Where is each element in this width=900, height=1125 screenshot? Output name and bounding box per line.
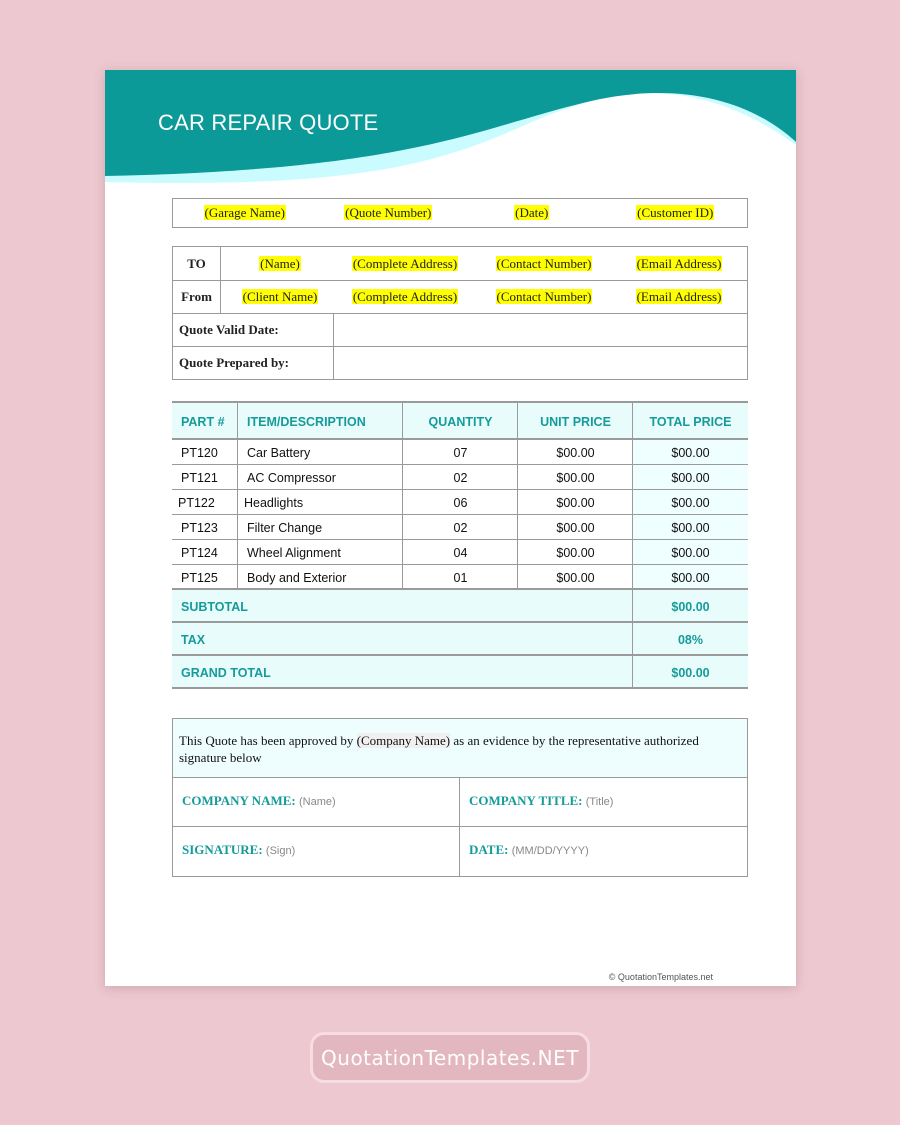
quote-number-field[interactable]: (Quote Number) bbox=[345, 205, 432, 220]
company-name-field[interactable]: (Name) bbox=[298, 796, 336, 808]
header-quantity: QUANTITY bbox=[428, 415, 493, 429]
items-table bbox=[172, 401, 748, 689]
company-title-field[interactable]: (Title) bbox=[585, 796, 614, 808]
to-address-field[interactable]: (Complete Address) bbox=[352, 256, 458, 271]
prepared-by-label: Quote Prepared by: bbox=[179, 355, 290, 370]
from-label: From bbox=[181, 289, 212, 304]
signature-label: SIGNATURE: bbox=[182, 842, 263, 857]
customer-id-field[interactable]: (Customer ID) bbox=[637, 205, 714, 220]
company-title-label: COMPANY TITLE: bbox=[469, 793, 583, 808]
garage-name-field[interactable]: (Garage Name) bbox=[204, 205, 285, 220]
tax-row bbox=[172, 623, 748, 656]
brand-label: QuotationTemplates.NET bbox=[321, 1045, 579, 1070]
header-unit-price: UNIT PRICE bbox=[540, 415, 611, 429]
from-contact-field[interactable]: (Contact Number) bbox=[496, 289, 592, 304]
from-email-field[interactable]: (Email Address) bbox=[636, 289, 722, 304]
table-row: PT121 AC Compressor 02 $00.00 $00.00 bbox=[172, 465, 748, 490]
approval-date-label: DATE: bbox=[469, 842, 509, 857]
quote-page bbox=[105, 70, 796, 986]
approval-section bbox=[172, 718, 748, 877]
document-title: CAR REPAIR QUOTE bbox=[158, 110, 379, 135]
grand-total-label: GRAND TOTAL bbox=[181, 666, 271, 680]
subtotal-label: SUBTOTAL bbox=[181, 600, 248, 614]
header-total-price: TOTAL PRICE bbox=[649, 415, 732, 429]
parties-table bbox=[172, 246, 748, 380]
subtotal-value: $00.00 bbox=[671, 600, 710, 614]
to-email-field[interactable]: (Email Address) bbox=[636, 256, 722, 271]
from-address-field[interactable]: (Complete Address) bbox=[352, 289, 458, 304]
valid-date-label: Quote Valid Date: bbox=[179, 322, 279, 337]
to-label: TO bbox=[187, 256, 206, 271]
header-description: ITEM/DESCRIPTION bbox=[247, 415, 366, 429]
table-row: PT125 Body and Exterior 01 $00.00 $00.00 bbox=[172, 565, 748, 590]
table-row: PT123 Filter Change 02 $00.00 $00.00 bbox=[172, 515, 748, 540]
tax-label: TAX bbox=[181, 633, 206, 647]
table-row: PT120 Car Battery 07 $00.00 $00.00 bbox=[172, 440, 748, 465]
copyright-notice: © QuotationTemplates.net bbox=[608, 972, 713, 982]
info-row bbox=[172, 198, 748, 228]
approval-date-field[interactable]: (MM/DD/YYYY) bbox=[511, 845, 589, 857]
company-name-label: COMPANY NAME: bbox=[182, 793, 296, 808]
approval-text: This Quote has been approved by (Company Name) as an evidence by the representative authorized signature below bbox=[173, 719, 747, 778]
tax-value: 08% bbox=[677, 633, 704, 647]
from-name-field[interactable]: (Client Name) bbox=[242, 289, 318, 304]
header-part: PART # bbox=[181, 415, 225, 429]
signature-field[interactable]: (Sign) bbox=[265, 845, 296, 857]
brand-badge[interactable] bbox=[310, 1032, 590, 1083]
table-row: PT124 Wheel Alignment 04 $00.00 $00.00 bbox=[172, 540, 748, 565]
to-contact-field[interactable]: (Contact Number) bbox=[496, 256, 592, 271]
grand-total-value: $00.00 bbox=[671, 666, 710, 680]
subtotal-row bbox=[172, 590, 748, 623]
approval-company-field[interactable]: (Company Name) bbox=[356, 733, 451, 748]
to-name-field[interactable]: (Name) bbox=[260, 256, 300, 271]
table-row: PT122 Headlights 06 $00.00 $00.00 bbox=[172, 490, 748, 515]
date-field[interactable]: (Date) bbox=[515, 205, 549, 220]
items-header bbox=[172, 401, 748, 440]
grand-total-row bbox=[172, 656, 748, 689]
